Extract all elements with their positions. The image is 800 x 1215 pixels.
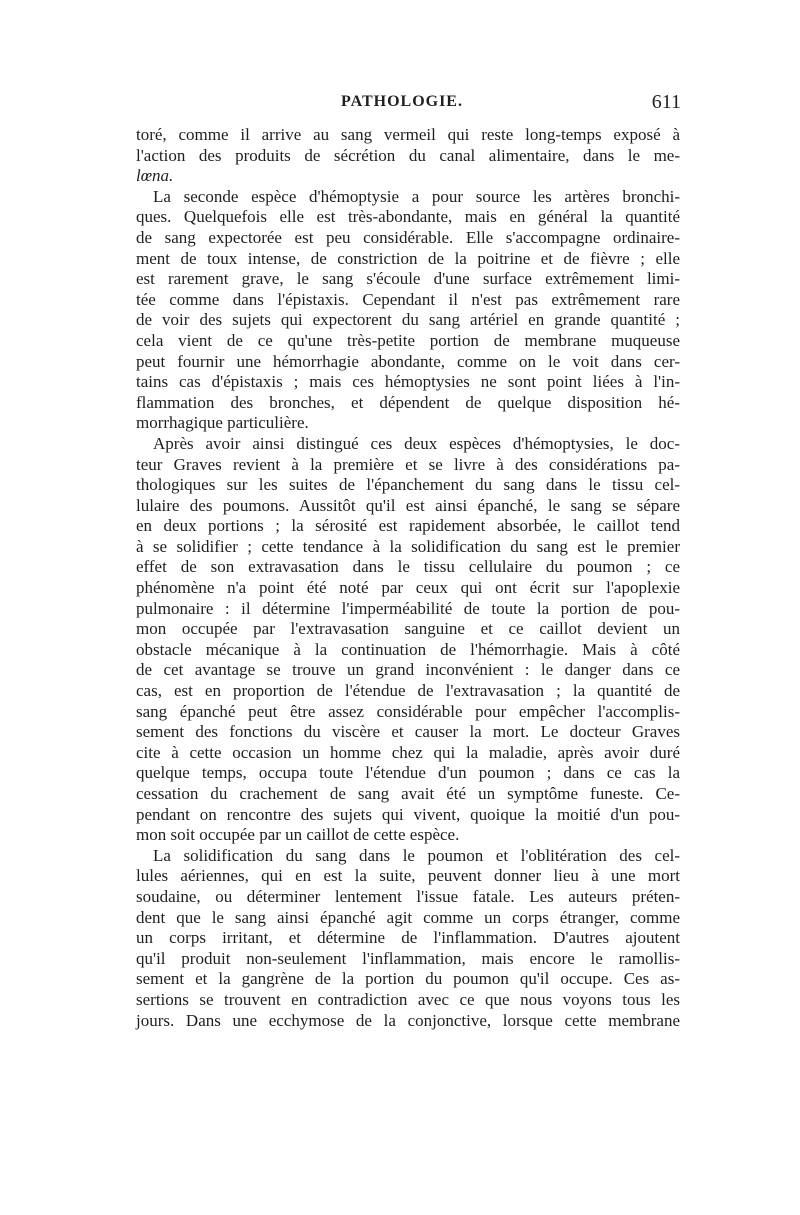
paragraph-1 [136,125,680,187]
text-line: lules aériennes, qui en est la suite, peuvent donner lieu à une mort [136,866,680,886]
text-line: est rarement grave, le sang s'écoule d'une surface extrêmement limi- [136,269,680,289]
text-line: de sang expectorée est peu considérable. Elle s'accompagne ordinaire- [136,227,680,247]
text-line: cessation du crachement de sang avait été un symptôme funeste. Ce- [136,784,680,803]
paragraph-3 [136,434,680,846]
text-line: l'action des produits de sécrétion du canal alimentaire, dans le me- [136,145,680,165]
text-line: lulaire des poumons. Aussitôt qu'il est ainsi épanché, le sang se sépare [136,495,680,515]
text-line: en deux portions ; la sérosité est rapidement absorbée, le caillot tend [136,516,680,536]
text-line: toré, comme il arrive au sang vermeil qui reste long-temps exposé à [136,125,680,144]
text-line: Après avoir ainsi distingué ces deux espèces d'hémoptysies, le doc- [153,433,680,453]
page-header [136,93,681,123]
text-line: La seconde espèce d'hémoptysie a pour source les artères bronchi- [153,186,680,206]
text-line: ques. Quelquefois elle est très-abondante, mais en général la quantité [136,207,680,227]
text-line: mon soit occupée par un caillot de cette espèce. [136,825,460,845]
text-line: cite à cette occasion un homme chez qui la maladie, après avoir duré [136,742,680,762]
text-line: obstacle mécanique à la continuation de l'hémorrhagie. Mais à côté [136,639,680,659]
text-line: teur Graves revient à la première et se livre à des considérations pa- [136,454,680,474]
text-line: de voir des sujets qui expectorent du sang artériel en grande quantité ; [136,310,680,330]
text-line: pendant on rencontre des sujets qui vivent, quoique la moitié d'un pou- [136,804,680,824]
text-line: effet de son extravasation dans le tissu cellulaire du poumon ; ce [136,557,680,577]
text-line: jours. Dans une ecchymose de la conjonctive, lorsque cette membrane [136,1010,680,1030]
text-line: sertions se trouvent en contradiction avec ce que nous voyons tous les [136,989,680,1009]
body-text [136,125,680,1031]
text-line: sement des fonctions du viscère et causer la mort. Le docteur Graves [136,722,680,742]
text-line: cas, est en proportion de l'étendue de l'extravasation ; la quantité de [136,681,680,701]
text-line: tée comme dans l'épistaxis. Cependant il n'est pas extrêmement rare [136,289,680,309]
text-line: quelque temps, occupa toute l'étendue d'un poumon ; dans ce cas la [136,763,680,783]
text-line: dent que le sang ainsi épanché agit comme un corps étranger, comme [136,907,680,927]
page-number: 611 [651,91,681,113]
text-line: cela vient de ce qu'une très-petite portion de membrane muqueuse [136,330,680,350]
text-line: flammation des bronches, et dépendent de quelque disposition hé- [136,392,680,412]
text-line: de cet avantage se trouve un grand inconvénient : le danger dans ce [136,660,680,680]
text-line: à se solidifier ; cette tendance à la solidification du sang est le premier [136,536,680,556]
text-line: sang épanché peut être assez considérable pour empêcher l'accomplis- [136,701,680,721]
text-line: La solidification du sang dans le poumon et l'oblitération des cel- [153,845,680,865]
text-line: peut fournir une hémorrhagie abondante, comme on le voit dans cer- [136,351,680,371]
text-line: lœna. [136,166,174,186]
text-line: soudaine, ou déterminer lentement l'issue fatale. Les auteurs préten- [136,886,680,906]
text-line: thologiques sur les suites de l'épanchement du sang dans le tissu cel- [136,475,680,495]
text-line: sement et la gangrène de la portion du poumon qu'il occupe. Ces as- [136,969,680,989]
text-line: mon occupée par l'extravasation sanguine et ce caillot devient un [136,619,680,639]
text-line: phénomène n'a point été noté par ceux qui ont écrit sur l'apoplexie [136,578,680,598]
text-line: morrhagique particulière. [136,413,309,433]
text-line: ment de toux intense, de constriction de la poitrine et de fièvre ; elle [136,248,680,268]
paragraph-2 [136,187,680,434]
text-line: pulmonaire : il détermine l'imperméabilité de toute la portion de pou- [136,598,680,618]
text-line: qu'il produit non-seulement l'inflammation, mais encore le ramollis- [136,948,680,968]
text-line: tains cas d'épistaxis ; mais ces hémoptysies ne sont point liées à l'in- [136,372,680,392]
text-line: un corps irritant, et détermine de l'inflammation. D'autres ajoutent [136,928,680,948]
paragraph-4 [136,846,680,1031]
running-head: PATHOLOGIE. [341,93,463,110]
